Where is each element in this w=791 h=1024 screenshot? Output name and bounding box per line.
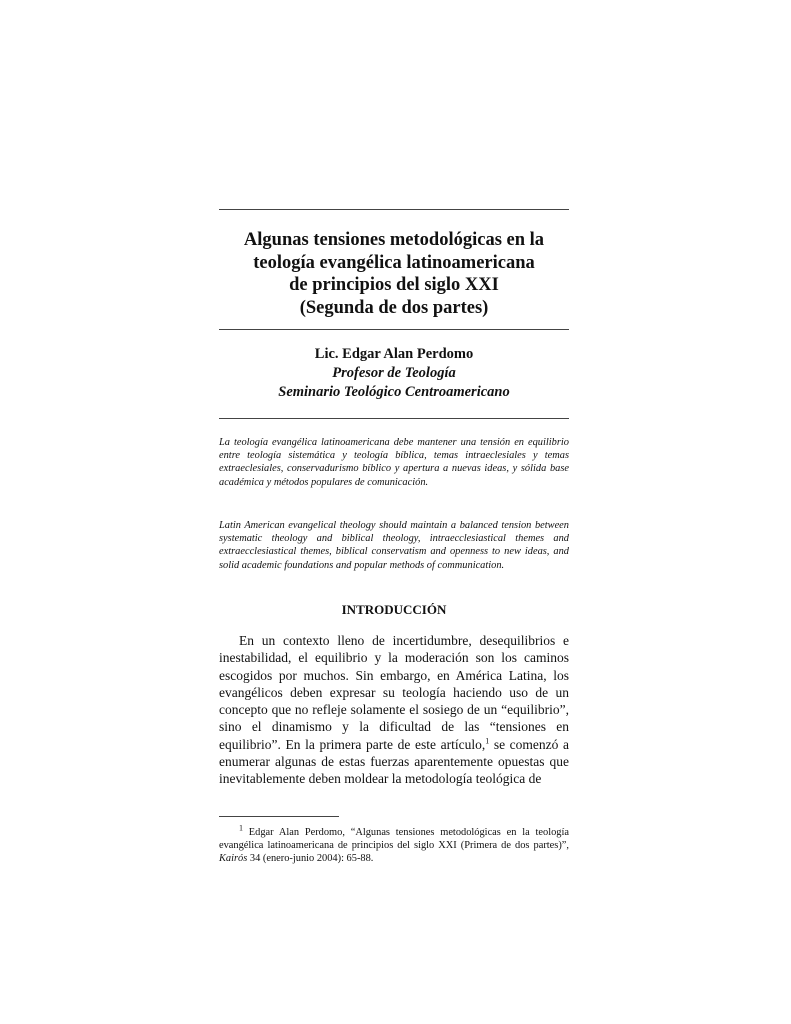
top-rule [219, 209, 569, 210]
abstract-english: Latin American evangelical theology should maintain a balanced tension between systematic theology and biblical theology, intraecclesiastical themes and extraecclesiastical themes, biblical conservatism and openness to new ideas, and solid academic foundations and popular methods of communication. [219, 520, 569, 571]
title-line: teología evangélica latinoamericana [253, 252, 535, 273]
author-block [219, 345, 569, 402]
footnote-journal: Kairós [219, 853, 248, 864]
article-title [219, 229, 569, 319]
author-role: Profesor de Teología [332, 365, 456, 381]
author-name: Lic. Edgar Alan Perdomo [314, 346, 474, 362]
author-rule [219, 418, 569, 419]
footnote-number: 1 [239, 823, 243, 833]
title-line: (Segunda de dos partes) [299, 297, 489, 318]
footnote-text: Edgar Alan Perdomo, “Algunas tensiones metodológicas en la teología evangélica latinoamericana de principios del siglo XXI (Primera de dos partes)”, [219, 827, 569, 851]
footnote-rule [219, 816, 339, 817]
section-heading: INTRODUCCIÓN [341, 602, 447, 617]
body-text: En un contexto lleno de incertidumbre, desequilibrios e inestabilidad, el equilibrio y la moderación son los caminos escogidos por muchos. Sin embargo, en América Latina, los evangélicos deben expresar su teología haciendo uso de un concepto que no refleje solamente el sosiego de un “equilibrio”, sino el dinamismo y la dificultad de las “tensiones en equilibrio”. En la primera parte de este artículo, [219, 633, 569, 752]
footnote-text-end: 34 (enero-junio 2004): 65-88. [247, 853, 374, 864]
abstract-spanish: La teología evangélica latinoamericana debe mantener una tensión en equilibrio entre teología sistemática y teología bíblica, temas intraeclesiales y temas extraeclesiales, conservadurismo bíblico y apertura a nuevas ideas, y sólida base académica y métodos populares de comunicación. [219, 437, 569, 488]
footnote-ref: 1 [485, 736, 490, 746]
title-rule [219, 329, 569, 330]
footnote [219, 823, 569, 865]
body-paragraph [219, 632, 569, 788]
body-text-continued: se comenzó a enumerar algunas de estas fuerzas aparentemente opuestas que inevitablemente deben moldear la metodología teológica de [219, 736, 570, 787]
title-line: Algunas tensiones metodológicas en la [243, 230, 545, 250]
title-line: de principios del siglo XXI [289, 275, 499, 295]
author-institution: Seminario Teológico Centroamericano [278, 384, 510, 400]
